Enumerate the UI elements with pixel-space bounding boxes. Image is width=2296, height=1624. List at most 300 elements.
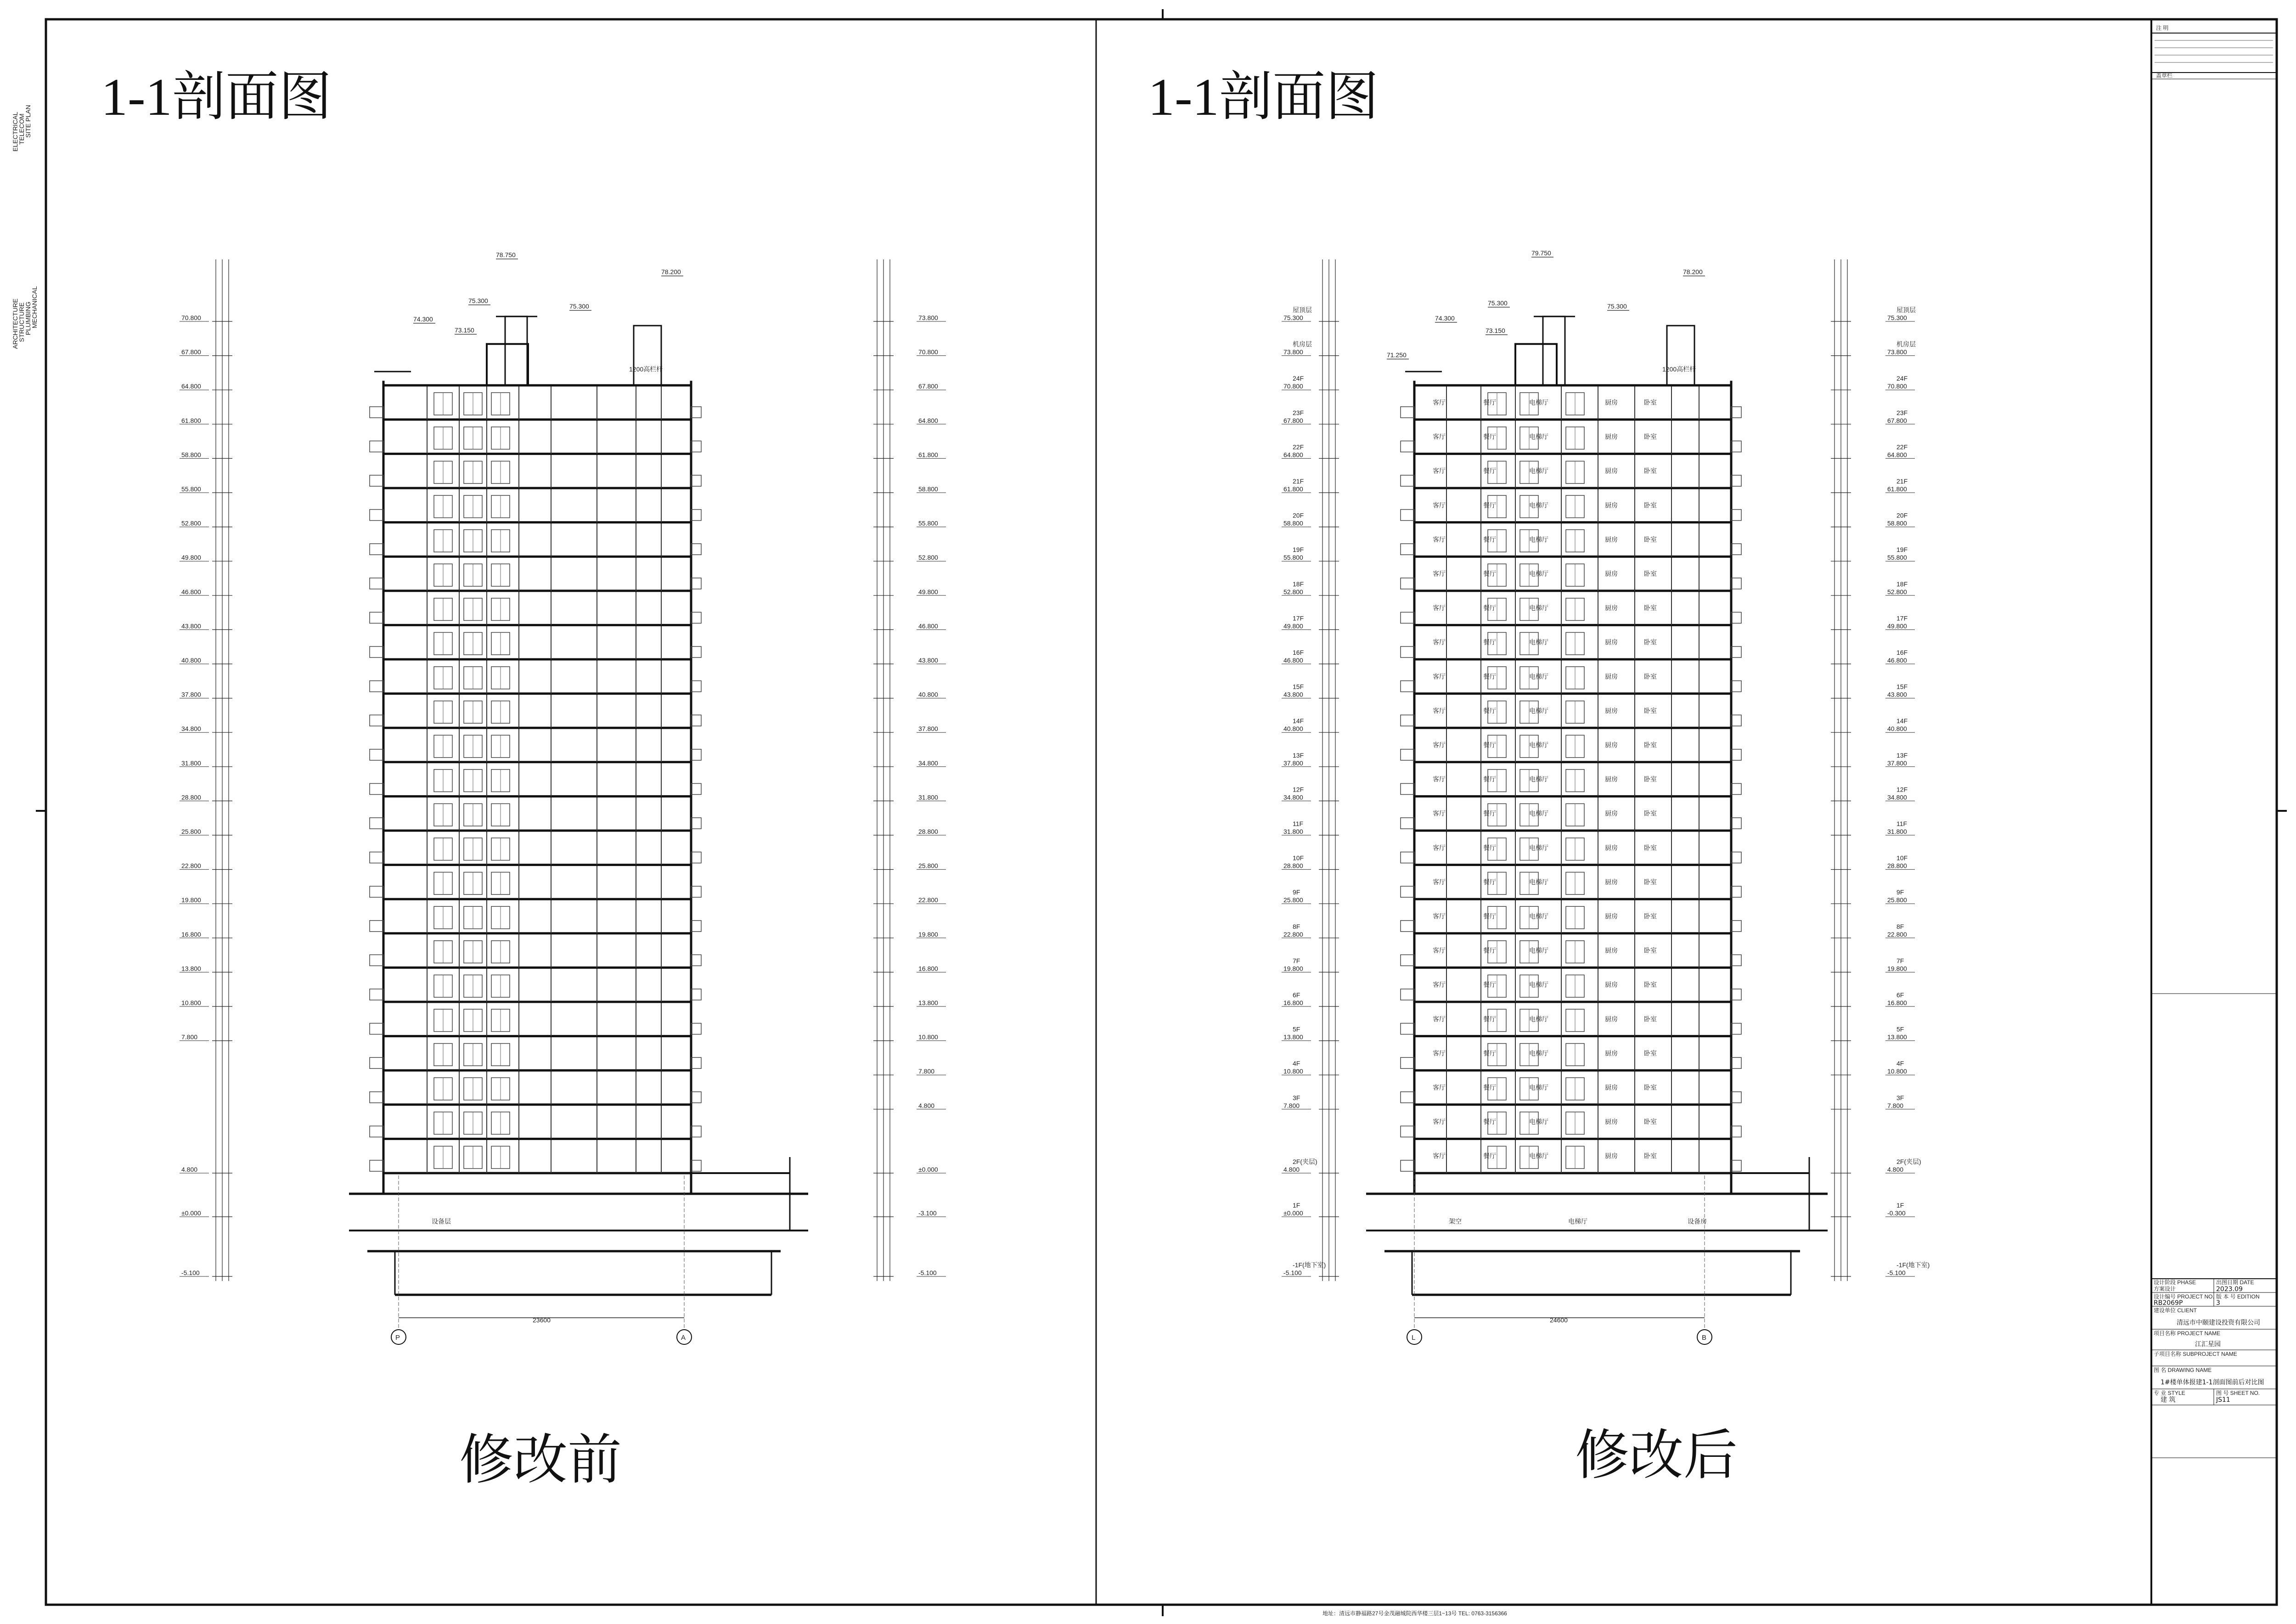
level-value: 46.800 xyxy=(181,588,201,596)
room-label: 电梯厅 xyxy=(1529,981,1548,989)
room-label: 客厅 xyxy=(1433,741,1446,749)
room-label: 卧室 xyxy=(1644,707,1657,714)
room-label: 客厅 xyxy=(1433,570,1446,578)
level-value: 25.800 xyxy=(181,828,201,835)
svg-text:2023.09: 2023.09 xyxy=(2216,1286,2243,1293)
level-value: 19.800 xyxy=(918,930,938,938)
level-value: ±0.000 xyxy=(1283,1209,1303,1217)
roof-elevation: 75.300 xyxy=(1607,303,1627,310)
floor-label: 16F xyxy=(1293,649,1304,656)
level-value: 16.800 xyxy=(1887,999,1907,1006)
room-label: 餐厅 xyxy=(1483,1049,1496,1057)
level-value: 43.800 xyxy=(1283,691,1303,698)
room-label: 客厅 xyxy=(1433,878,1446,886)
level-value: 13.800 xyxy=(181,965,201,972)
level-value: 34.800 xyxy=(181,725,201,733)
level-value: 31.800 xyxy=(181,759,201,767)
room-label: 电梯厅 xyxy=(1529,1084,1548,1091)
room-label: 厨房 xyxy=(1605,535,1618,543)
margin-label: ELECTRICAL xyxy=(11,112,19,152)
level-value: 7.800 xyxy=(918,1068,935,1075)
level-value: 34.800 xyxy=(918,759,938,767)
room-label: 厨房 xyxy=(1605,570,1618,578)
room-label: 餐厅 xyxy=(1483,809,1496,817)
floor-label: 5F xyxy=(1293,1025,1300,1033)
level-value: 4.800 xyxy=(181,1166,198,1173)
svg-text:专 业 STYLE: 专 业 STYLE xyxy=(2154,1390,2185,1396)
floor-label: 15F xyxy=(1896,683,1908,691)
svg-text:JS11: JS11 xyxy=(2216,1396,2230,1404)
svg-text:L: L xyxy=(1412,1334,1416,1342)
basement-label: 架空 xyxy=(1449,1218,1462,1225)
floor-label: 11F xyxy=(1293,820,1304,827)
room-label: 客厅 xyxy=(1433,433,1446,441)
svg-text:方案设计: 方案设计 xyxy=(2154,1286,2176,1292)
floor-label: 4F xyxy=(1896,1060,1904,1068)
floor-label: 1F xyxy=(1293,1202,1300,1209)
room-label: 餐厅 xyxy=(1483,741,1496,749)
floor-label: 1F xyxy=(1896,1202,1904,1209)
floor-label: 3F xyxy=(1293,1094,1300,1101)
room-label: 电梯厅 xyxy=(1529,467,1548,475)
level-value: 49.800 xyxy=(1283,622,1303,630)
room-label: 餐厅 xyxy=(1483,638,1496,646)
floor-label: 24F xyxy=(1896,375,1908,382)
room-label: 客厅 xyxy=(1433,399,1446,406)
room-label: 电梯厅 xyxy=(1529,1015,1548,1023)
level-value: 43.800 xyxy=(181,622,201,630)
floor-label: 17F xyxy=(1293,614,1304,622)
roof-note: 1200高栏杆 xyxy=(1662,365,1696,373)
level-value: 13.800 xyxy=(1887,1033,1907,1041)
basement-label: 设备层 xyxy=(432,1218,451,1225)
svg-text:P: P xyxy=(395,1334,400,1342)
level-value: 25.800 xyxy=(1887,896,1907,904)
room-label: 客厅 xyxy=(1433,947,1446,955)
room-label: 客厅 xyxy=(1433,1118,1446,1126)
floor-label: 3F xyxy=(1896,1094,1904,1101)
level-value: 73.800 xyxy=(1887,348,1907,356)
level-value: 16.800 xyxy=(1283,999,1303,1006)
margin-label: MECHANICAL xyxy=(31,286,38,328)
level-value: 37.800 xyxy=(1283,759,1303,767)
room-label: 电梯厅 xyxy=(1529,673,1548,680)
room-label: 卧室 xyxy=(1644,399,1657,406)
level-value: 61.800 xyxy=(1887,485,1907,493)
room-label: 电梯厅 xyxy=(1529,775,1548,783)
svg-text:设计编号 PROJECT NO.: 设计编号 PROJECT NO. xyxy=(2154,1293,2214,1300)
level-value: 64.800 xyxy=(918,416,938,424)
margin-label: ARCHITECTURE xyxy=(11,298,19,349)
room-label: 厨房 xyxy=(1605,1084,1618,1091)
level-value: 58.800 xyxy=(918,485,938,493)
room-label: 餐厅 xyxy=(1483,433,1496,441)
room-label: 餐厅 xyxy=(1483,467,1496,475)
level-value: 28.800 xyxy=(181,793,201,801)
floor-label: 7F xyxy=(1293,957,1300,965)
level-value: 73.800 xyxy=(1283,348,1303,356)
room-label: 客厅 xyxy=(1433,1084,1446,1091)
level-value: 70.800 xyxy=(1283,382,1303,390)
roof-elevation: 75.300 xyxy=(468,297,488,304)
floor-label: 屋顶层 xyxy=(1896,306,1916,314)
room-label: 餐厅 xyxy=(1483,399,1496,406)
room-label: 电梯厅 xyxy=(1529,604,1548,612)
room-label: 卧室 xyxy=(1644,638,1657,646)
svg-text:设计阶段 PHASE: 设计阶段 PHASE xyxy=(2154,1279,2196,1286)
level-value: 28.800 xyxy=(918,828,938,835)
svg-text:图 名 DRAWING NAME: 图 名 DRAWING NAME xyxy=(2154,1367,2212,1373)
level-value: 70.800 xyxy=(1887,382,1907,390)
basement-label: 电梯厅 xyxy=(1568,1218,1587,1225)
floor-label: 2F(夹层) xyxy=(1293,1158,1317,1165)
roof-elevation: 73.150 xyxy=(455,326,474,334)
room-label: 卧室 xyxy=(1644,1152,1657,1160)
level-value: 46.800 xyxy=(918,622,938,630)
level-value: 40.800 xyxy=(1283,725,1303,733)
level-value: 49.800 xyxy=(1887,622,1907,630)
level-value: 7.800 xyxy=(1887,1101,1904,1109)
floor-label: 21F xyxy=(1293,478,1304,485)
level-value: 40.800 xyxy=(1887,725,1907,733)
level-value: -0.300 xyxy=(1887,1209,1906,1217)
room-label: 电梯厅 xyxy=(1529,1152,1548,1160)
level-value: 37.800 xyxy=(1887,759,1907,767)
room-label: 卧室 xyxy=(1644,604,1657,612)
room-label: 电梯厅 xyxy=(1529,535,1548,543)
room-label: 客厅 xyxy=(1433,1152,1446,1160)
level-value: 64.800 xyxy=(1283,451,1303,459)
level-value: 10.800 xyxy=(1283,1068,1303,1075)
roof-elevation: 78.200 xyxy=(661,268,681,275)
level-value: -5.100 xyxy=(181,1269,200,1276)
roof-elevation: 71.250 xyxy=(1387,351,1407,359)
room-label: 卧室 xyxy=(1644,878,1657,886)
level-value: 64.800 xyxy=(1887,451,1907,459)
room-label: 卧室 xyxy=(1644,809,1657,817)
margin-label: TELECOM xyxy=(18,113,25,145)
level-value: 55.800 xyxy=(181,485,201,493)
room-label: 厨房 xyxy=(1605,399,1618,406)
svg-text:子项目名称 SUBPROJECT NAME: 子项目名称 SUBPROJECT NAME xyxy=(2154,1351,2237,1357)
room-label: 厨房 xyxy=(1605,1015,1618,1023)
room-label: 厨房 xyxy=(1605,741,1618,749)
level-value: 52.800 xyxy=(181,519,201,527)
level-value: 52.800 xyxy=(1283,588,1303,596)
level-value: 22.800 xyxy=(181,862,201,870)
floor-label: 机房层 xyxy=(1293,340,1312,348)
room-label: 厨房 xyxy=(1605,878,1618,886)
level-value: 52.800 xyxy=(918,554,938,562)
floor-label: 8F xyxy=(1293,922,1300,930)
room-label: 电梯厅 xyxy=(1529,1118,1548,1126)
before-caption: 修改前 xyxy=(459,1428,622,1491)
level-value: 22.800 xyxy=(1887,930,1907,938)
floor-label: 20F xyxy=(1896,511,1908,519)
floor-label: 23F xyxy=(1896,409,1908,416)
level-value: 55.800 xyxy=(1887,554,1907,562)
level-value: -5.100 xyxy=(1887,1269,1906,1276)
level-value: -5.100 xyxy=(1283,1269,1302,1276)
room-label: 卧室 xyxy=(1644,1118,1657,1126)
level-value: 13.800 xyxy=(918,999,938,1006)
level-value: 73.800 xyxy=(918,314,938,321)
room-label: 卧室 xyxy=(1644,1049,1657,1057)
level-value: 52.800 xyxy=(1887,588,1907,596)
level-value: 31.800 xyxy=(1887,828,1907,835)
room-label: 厨房 xyxy=(1605,1118,1618,1126)
basement-label: 设备房 xyxy=(1688,1218,1707,1225)
floor-label: 18F xyxy=(1293,580,1304,588)
room-label: 卧室 xyxy=(1644,912,1657,920)
room-label: 餐厅 xyxy=(1483,981,1496,989)
room-label: 厨房 xyxy=(1605,707,1618,714)
room-label: 卧室 xyxy=(1644,775,1657,783)
level-value: ±0.000 xyxy=(918,1166,938,1173)
level-value: 16.800 xyxy=(918,965,938,972)
roof-elevation: 75.300 xyxy=(1488,299,1508,307)
room-label: 餐厅 xyxy=(1483,570,1496,578)
level-value: 67.800 xyxy=(918,382,938,390)
roof-note: 1200高栏杆 xyxy=(629,365,663,373)
level-value: 16.800 xyxy=(181,930,201,938)
room-label: 厨房 xyxy=(1605,981,1618,989)
room-label: 客厅 xyxy=(1433,501,1446,509)
svg-text:出图日期 DATE: 出图日期 DATE xyxy=(2216,1279,2254,1286)
svg-text:1#楼单体报建1-1剖面图前后对比图: 1#楼单体报建1-1剖面图前后对比图 xyxy=(2161,1379,2264,1386)
room-label: 电梯厅 xyxy=(1529,570,1548,578)
after-total-dim: 24600 xyxy=(1550,1316,1568,1324)
stamp-label: 盖章栏 xyxy=(2156,72,2173,79)
level-value: 28.800 xyxy=(1283,862,1303,870)
level-value: 19.800 xyxy=(1887,965,1907,972)
room-label: 卧室 xyxy=(1644,535,1657,543)
room-label: 卧室 xyxy=(1644,501,1657,509)
level-value: 55.800 xyxy=(1283,554,1303,562)
level-value: 34.800 xyxy=(1283,793,1303,801)
room-label: 客厅 xyxy=(1433,604,1446,612)
level-value: 61.800 xyxy=(918,451,938,459)
room-label: 卧室 xyxy=(1644,467,1657,475)
notes-label: 注 明 xyxy=(2156,25,2169,31)
room-label: 电梯厅 xyxy=(1529,741,1548,749)
room-label: 电梯厅 xyxy=(1529,707,1548,714)
room-label: 卧室 xyxy=(1644,570,1657,578)
level-value: 10.800 xyxy=(918,1033,938,1041)
room-label: 餐厅 xyxy=(1483,1084,1496,1091)
floor-label: 19F xyxy=(1896,546,1908,554)
level-value: 37.800 xyxy=(918,725,938,733)
level-value: 70.800 xyxy=(918,348,938,356)
room-label: 餐厅 xyxy=(1483,1118,1496,1126)
level-value: 46.800 xyxy=(1887,657,1907,664)
svg-text:A: A xyxy=(681,1334,686,1342)
room-label: 卧室 xyxy=(1644,433,1657,441)
level-value: 4.800 xyxy=(1283,1166,1300,1173)
room-label: 客厅 xyxy=(1433,707,1446,714)
room-label: 电梯厅 xyxy=(1529,947,1548,955)
before-title: 1-1剖面图 xyxy=(101,68,332,127)
svg-text:RB2069P: RB2069P xyxy=(2154,1299,2183,1307)
level-value: -5.100 xyxy=(918,1269,937,1276)
room-label: 厨房 xyxy=(1605,1049,1618,1057)
room-label: 卧室 xyxy=(1644,1015,1657,1023)
roof-elevation: 78.750 xyxy=(496,251,516,258)
level-value: 64.800 xyxy=(181,382,201,390)
level-value: 28.800 xyxy=(1887,862,1907,870)
level-value: -3.100 xyxy=(918,1209,937,1217)
level-value: 13.800 xyxy=(1283,1033,1303,1041)
room-label: 厨房 xyxy=(1605,912,1618,920)
room-label: 电梯厅 xyxy=(1529,878,1548,886)
room-label: 厨房 xyxy=(1605,638,1618,646)
floor-label: 17F xyxy=(1896,614,1908,622)
level-value: ±0.000 xyxy=(181,1209,201,1217)
room-label: 餐厅 xyxy=(1483,912,1496,920)
room-label: 厨房 xyxy=(1605,947,1618,955)
floor-label: -1F(地下室) xyxy=(1293,1261,1326,1269)
floor-label: 11F xyxy=(1896,820,1908,827)
level-value: 58.800 xyxy=(181,451,201,459)
roof-elevation: 74.300 xyxy=(1435,315,1455,322)
room-label: 卧室 xyxy=(1644,844,1657,852)
roof-elevation: 73.150 xyxy=(1486,327,1505,334)
room-label: 客厅 xyxy=(1433,844,1446,852)
svg-text:项目名称 PROJECT NAME: 项目名称 PROJECT NAME xyxy=(2154,1330,2221,1337)
room-label: 客厅 xyxy=(1433,1015,1446,1023)
floor-label: 5F xyxy=(1896,1025,1904,1033)
room-label: 餐厅 xyxy=(1483,947,1496,955)
svg-text:建 筑: 建 筑 xyxy=(2161,1396,2176,1404)
floor-label: 12F xyxy=(1293,786,1304,793)
floor-label: 8F xyxy=(1896,922,1904,930)
floor-label: 22F xyxy=(1896,443,1908,451)
floor-label: 14F xyxy=(1896,717,1908,725)
room-label: 电梯厅 xyxy=(1529,638,1548,646)
room-label: 厨房 xyxy=(1605,501,1618,509)
room-label: 厨房 xyxy=(1605,844,1618,852)
level-value: 19.800 xyxy=(181,896,201,904)
after-caption: 修改后 xyxy=(1575,1423,1738,1487)
room-label: 电梯厅 xyxy=(1529,501,1548,509)
level-value: 43.800 xyxy=(1887,691,1907,698)
room-label: 客厅 xyxy=(1433,1049,1446,1057)
room-label: 客厅 xyxy=(1433,912,1446,920)
floor-label: 9F xyxy=(1293,888,1300,896)
room-label: 客厅 xyxy=(1433,981,1446,989)
room-label: 卧室 xyxy=(1644,673,1657,680)
floor-label: 21F xyxy=(1896,478,1908,485)
room-label: 餐厅 xyxy=(1483,878,1496,886)
floor-label: 6F xyxy=(1896,991,1904,999)
floor-label: 23F xyxy=(1293,409,1304,416)
level-value: 10.800 xyxy=(1887,1068,1907,1075)
level-value: 40.800 xyxy=(918,691,938,698)
floor-label: 20F xyxy=(1293,511,1304,519)
floor-label: 屋顶层 xyxy=(1293,306,1312,314)
footer-address: 地址：清远市静福路27号金茂融城院西华楼三层1~13号 TEL: 0763-3156366 xyxy=(1322,1610,1507,1617)
svg-text:3: 3 xyxy=(2216,1299,2220,1307)
level-value: 34.800 xyxy=(1887,793,1907,801)
room-label: 厨房 xyxy=(1605,467,1618,475)
svg-text:清远市中颐建设投资有限公司: 清远市中颐建设投资有限公司 xyxy=(2177,1319,2260,1326)
room-label: 电梯厅 xyxy=(1529,399,1548,406)
level-value: 22.800 xyxy=(918,896,938,904)
svg-text:江汇星园: 江汇星园 xyxy=(2195,1341,2221,1348)
level-value: 4.800 xyxy=(918,1101,935,1109)
floor-label: 15F xyxy=(1293,683,1304,691)
room-label: 卧室 xyxy=(1644,741,1657,749)
floor-label: 10F xyxy=(1293,854,1304,862)
room-label: 餐厅 xyxy=(1483,673,1496,680)
floor-label: 机房层 xyxy=(1896,340,1916,348)
margin-label: STRUCTURE xyxy=(18,302,25,342)
level-value: 67.800 xyxy=(1887,416,1907,424)
level-value: 19.800 xyxy=(1283,965,1303,972)
margin-label: SITE PLAN xyxy=(24,105,32,138)
level-value: 49.800 xyxy=(181,554,201,562)
floor-label: 4F xyxy=(1293,1060,1300,1068)
svg-text:建设单位 CLIENT: 建设单位 CLIENT xyxy=(2154,1307,2197,1314)
level-value: 31.800 xyxy=(918,793,938,801)
room-label: 餐厅 xyxy=(1483,1015,1496,1023)
room-label: 卧室 xyxy=(1644,1084,1657,1091)
room-label: 厨房 xyxy=(1605,1152,1618,1160)
room-label: 厨房 xyxy=(1605,433,1618,441)
room-label: 电梯厅 xyxy=(1529,912,1548,920)
room-label: 客厅 xyxy=(1433,638,1446,646)
floor-label: 10F xyxy=(1896,854,1908,862)
room-label: 电梯厅 xyxy=(1529,844,1548,852)
room-label: 厨房 xyxy=(1605,809,1618,817)
room-label: 卧室 xyxy=(1644,947,1657,955)
level-value: 22.800 xyxy=(1283,930,1303,938)
level-value: 10.800 xyxy=(181,999,201,1006)
level-value: 25.800 xyxy=(1283,896,1303,904)
level-value: 55.800 xyxy=(918,519,938,527)
room-label: 客厅 xyxy=(1433,775,1446,783)
level-value: 67.800 xyxy=(1283,416,1303,424)
svg-text:B: B xyxy=(1702,1334,1707,1342)
room-label: 餐厅 xyxy=(1483,707,1496,714)
room-label: 餐厅 xyxy=(1483,844,1496,852)
level-value: 25.800 xyxy=(918,862,938,870)
level-value: 7.800 xyxy=(1283,1101,1300,1109)
room-label: 餐厅 xyxy=(1483,501,1496,509)
roof-elevation: 78.200 xyxy=(1683,268,1703,275)
room-label: 厨房 xyxy=(1605,604,1618,612)
after-title: 1-1剖面图 xyxy=(1148,68,1379,127)
level-value: 37.800 xyxy=(181,691,201,698)
svg-text:版 本 号 EDITION: 版 本 号 EDITION xyxy=(2216,1293,2260,1300)
level-value: 58.800 xyxy=(1283,519,1303,527)
level-value: 40.800 xyxy=(181,657,201,664)
floor-label: 9F xyxy=(1896,888,1904,896)
level-value: 46.800 xyxy=(1283,657,1303,664)
level-value: 7.800 xyxy=(181,1033,198,1041)
margin-label: PLUMBING xyxy=(24,301,32,335)
room-label: 客厅 xyxy=(1433,467,1446,475)
floor-label: 16F xyxy=(1896,649,1908,656)
level-value: 49.800 xyxy=(918,588,938,596)
floor-label: 2F(夹层) xyxy=(1896,1158,1921,1165)
level-value: 31.800 xyxy=(1283,828,1303,835)
floor-label: 14F xyxy=(1293,717,1304,725)
level-value: 58.800 xyxy=(1887,519,1907,527)
floor-label: 22F xyxy=(1293,443,1304,451)
room-label: 餐厅 xyxy=(1483,775,1496,783)
room-label: 电梯厅 xyxy=(1529,809,1548,817)
